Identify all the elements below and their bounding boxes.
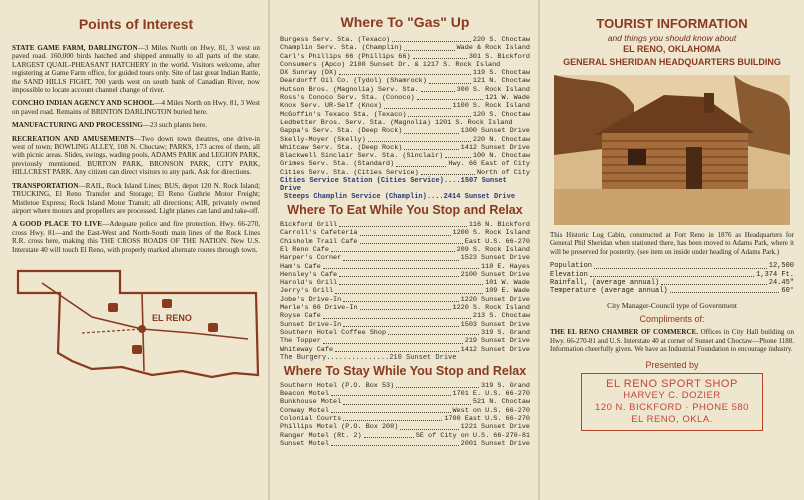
gas-station-item [280, 86, 530, 94]
restaurant-item [280, 246, 530, 254]
restaurant-item-address: 319 S. Grand [481, 328, 530, 337]
lodging-item-address: 1701 E. U.S. 66-270 [452, 390, 530, 399]
poi-title: RECREATION AND AMUSEMENTS [12, 134, 134, 143]
lodging-item [280, 432, 530, 440]
gas-station-item-address: 220 S. Choctaw [472, 36, 530, 44]
gas-station-item-name: Skelly-Moyer (Skelly) [280, 135, 366, 144]
dot-leader [331, 440, 459, 446]
oklahoma-map [12, 263, 262, 383]
gas-list [280, 36, 530, 177]
restaurant-item-name: Whiteway Cafe [280, 345, 334, 354]
poi-text: —RAIL, Rock Island Lines; BUS, depot 120 N. Rock Island; TRUCKING, El Reno Transfer and Storage; El Reno Guthrie Motor Freight; Mistletoe Express; Rock Island Motor Transit; all directions; AIR, privately owned airport where motors and propellers are processed. Light planes can land and take-off. [12, 181, 260, 215]
lodging-item [280, 415, 530, 423]
restaurant-item-name: Bickford Grill [280, 221, 338, 230]
poi-text: —Adequate police and fire protection. Hwy. 66-270, cross Hwy. 81—and the East-West and North-South main lines of the Rock Lines R.R. cross here, making this THE CROSS ROADS OF THE NATION. New U.S. Interstate 40 will touch El Reno, with properly marked alternate routes through town. [12, 220, 260, 254]
stat-item [550, 279, 794, 287]
presented-by-label: Presented by [645, 359, 699, 370]
gas-station-item-address: 1300 Sunset Drive [460, 127, 530, 136]
stat-name: Population [550, 262, 593, 271]
restaurant-item [280, 271, 530, 279]
gas-station-item [280, 160, 530, 168]
restaurant-item-address: 2100 Sunset Drive [460, 270, 530, 279]
gas-station-item [280, 44, 530, 52]
stat-value: 1,374 Ft. [756, 270, 794, 279]
restaurant-item [280, 304, 530, 312]
lodging-item [280, 382, 530, 390]
restaurant-item-name: The Topper [280, 337, 321, 346]
gas-station-item [280, 152, 530, 160]
poi-title: TRANSPORTATION [12, 181, 79, 190]
lodging-item-name: Conway Motel [280, 406, 329, 415]
gas-station-item-name: Whitcaw Serv. Sta. (Deep Rock) [280, 143, 403, 152]
poi-paragraph [12, 182, 260, 216]
points-of-interest-heading: Points of Interest [78, 16, 194, 32]
dot-leader [343, 254, 458, 260]
restaurant-item [280, 329, 530, 337]
gas-station-item [280, 61, 530, 69]
poi-list [12, 44, 260, 254]
dot-leader [339, 221, 467, 227]
gas-station-item [280, 127, 530, 135]
dot-leader [594, 262, 767, 268]
poi-title: A GOOD PLACE TO LIVE [12, 220, 103, 229]
lodging-item-name: Phillips Motel (P.O. Box 208) [280, 423, 399, 432]
poi-text: —3 Miles North on Hwy. 81, 3 west on paved road. 160,000 birds hatched and shipped annually to all parts of the state. LARGEST QUAIL-PHEASANT HATCHERY in the world. Visitors welcome, after registering at Game Farm office, for guided tours only. Site of last great Indian Battle, the SAND HILLS FIGHT, 700 yards west on south bank of Canadian River, now impossible to locate account channel change of river. [12, 44, 260, 95]
gas-station-item [280, 69, 530, 77]
dot-leader [339, 69, 471, 75]
shop-owner: HARVEY C. DOZIER [623, 389, 721, 401]
restaurant-item-address: East U.S. 66-270 [464, 237, 530, 246]
compliments-label: Compliments of: [639, 314, 705, 325]
restaurant-item [280, 263, 530, 271]
chamber-info [550, 328, 794, 353]
restaurant-item-address: 1200 S. Rock Island [452, 229, 530, 238]
lodging-item-address: 521 N. Choctaw [472, 398, 530, 407]
dot-leader [360, 238, 463, 244]
lodging-item-address: West on U.S. 66-270 [452, 406, 530, 415]
dot-leader [343, 321, 458, 327]
lodging-item-name: Sunset Motel [280, 439, 329, 448]
gas-station-item-name: Champlin Serv. Sta. (Champlin) [280, 44, 403, 53]
shop-city: EL RENO, OKLA. [631, 413, 713, 425]
highway-shield-icon [132, 345, 142, 354]
eat-stamp: The Burgery...............210 Sunset Drive [280, 353, 457, 362]
dot-leader [404, 44, 454, 50]
gas-station-item-name: Blackwell Sinclair Serv. Sta. (Sinclair) [280, 152, 444, 161]
log-cabin-photo [554, 75, 790, 225]
map-city-label: EL RENO [152, 312, 192, 323]
gas-stamp-2: Steeps Champlin Service (Champlin)....2414 Sunset Drive [284, 193, 516, 202]
gas-station-item [280, 169, 530, 177]
gas-station-item [280, 36, 530, 44]
cabin-door [686, 147, 702, 189]
gas-station-item-name: Cities Serv. Sta. (Cities Service) [280, 168, 419, 177]
highway-shield-icon [208, 323, 218, 332]
cabin-window [628, 149, 646, 165]
gas-station-item [280, 119, 530, 127]
restaurant-item-address: 1523 Sunset Drive [460, 254, 530, 263]
government-type: City Manager-Council type of Government [607, 301, 737, 311]
dot-leader [396, 382, 479, 388]
restaurant-item [280, 296, 530, 304]
gas-station-item [280, 102, 530, 110]
dot-leader [323, 263, 479, 269]
dot-leader [331, 407, 451, 413]
dot-leader [360, 229, 451, 235]
gas-station-item-name: Burgess Serv. Sta. (Texaco) [280, 36, 391, 44]
restaurant-item [280, 337, 530, 345]
dot-leader [396, 160, 446, 166]
dot-leader [331, 390, 451, 396]
tourist-info-panel [540, 0, 804, 500]
stay-list [280, 382, 530, 448]
restaurant-item-address: 118 E. Hayes [481, 262, 530, 271]
dot-leader [408, 111, 470, 117]
shop-address: 120 N. BICKFORD · PHONE 580 [595, 401, 749, 413]
tourist-subtitle: and things you should know about [607, 33, 737, 43]
dot-leader [331, 246, 455, 252]
gas-station-item-address: 300 S. Rock Island [456, 85, 530, 94]
gas-station-item [280, 136, 530, 144]
restaurant-item-name: Sunset Drive-In [280, 320, 342, 329]
gas-station-item [280, 94, 530, 102]
lodging-item-address: 1221 Sunset Drive [460, 423, 530, 432]
building-title: GENERAL SHERIDAN HEADQUARTERS BUILDING [563, 57, 781, 67]
restaurant-item [280, 312, 530, 320]
dot-leader [339, 279, 483, 285]
poi-paragraph [12, 135, 260, 177]
poi-paragraph [12, 99, 260, 116]
restaurant-item-name: Chisholm Trail Cafe [280, 237, 358, 246]
sport-shop-stamp [581, 373, 763, 431]
lodging-item [280, 440, 530, 448]
dot-leader [364, 432, 414, 438]
gas-station-item-address: 220 N. Choctaw [472, 135, 530, 144]
eat-list [280, 221, 530, 354]
poi-title: CONCHO INDIAN AGENCY AND SCHOOL [12, 99, 155, 108]
restaurant-item [280, 321, 530, 329]
el-reno-dot [138, 325, 146, 333]
gas-station-item-name: DX Sunray (DX) [280, 69, 338, 78]
dot-leader [413, 53, 467, 59]
tourist-title: TOURIST INFORMATION [596, 16, 748, 31]
lodging-item [280, 423, 530, 431]
lodging-item-name: Colonial Courts [280, 414, 342, 423]
gas-station-item-address: Hwy. 66 East of City [448, 160, 530, 169]
poi-text: —23 such plants here. [142, 121, 208, 130]
cabin-chimney [704, 93, 714, 113]
lodging-item-name: Southern Hotel (P.O. Box 53) [280, 381, 395, 390]
gas-station-item-address: 1412 Sunset Drive [460, 143, 530, 152]
gas-station-item [280, 53, 530, 61]
dot-leader [339, 271, 459, 277]
lodging-item-name: Bunkhouse Motel [280, 398, 342, 407]
lodging-item-address: 1700 East U.S. 66-270 [444, 414, 530, 423]
poi-paragraph [12, 44, 260, 94]
dot-leader [417, 94, 484, 100]
chamber-text: Offices in City Hall building on Hwy. 66-270-81 and U.S. Interstate 40 at corner of Sunset and Choctaw—Phone 1188. Information cheerfully given. We have an Industrial Foundation to encourage industry. [550, 328, 794, 354]
stat-value: 60° [781, 287, 794, 296]
restaurant-item-name: Jobe's Drive-In [280, 295, 342, 304]
dot-leader [343, 415, 442, 421]
gas-station-item-name: Hutson Bros. (Magnolia) Serv. Sta. [280, 85, 419, 94]
gas-station-item-address: 100 N. Choctaw [472, 152, 530, 161]
stat-name: Elevation [550, 270, 588, 279]
gas-station-item [280, 77, 530, 85]
restaurant-item [280, 221, 530, 229]
dot-leader [445, 152, 471, 158]
restaurant-item-address: 1412 Sunset Drive [460, 345, 530, 354]
dot-leader [421, 169, 475, 175]
poi-text: —4 Miles North on Hwy. 81, 3 West on paved road. Remains of BRINTON DARLINGTON buried here. [12, 99, 260, 116]
dot-leader [421, 86, 455, 92]
lodging-item-address: SE of City on U.S. 66-270-81 [415, 431, 530, 440]
stay-heading: Where To Stay While You Stop and Relax [283, 363, 527, 378]
gas-station-item-name: Grimes Serv. Sta. (Standard) [280, 160, 395, 169]
lodging-item-name: Ranger Motel (Rt. 2) [280, 431, 362, 440]
poi-paragraph [12, 121, 260, 129]
chamber-title: THE EL RENO CHAMBER OF COMMERCE. [550, 328, 698, 337]
city-stats [550, 262, 794, 295]
dot-leader [368, 136, 471, 142]
poi-title: STATE GAME FARM, DARLINGTON [12, 44, 138, 52]
restaurant-item-address: 1503 Sunset Drive [460, 320, 530, 329]
highway-shield-icon [108, 303, 118, 312]
gas-station-item-name: Gappa's Serv. Sta. (Deep Rock) [280, 127, 403, 136]
restaurant-item-name: Jerry's Grill [280, 287, 334, 296]
dot-leader [670, 287, 780, 293]
poi-paragraph [12, 220, 260, 254]
dot-leader [323, 337, 463, 343]
shop-name: EL RENO SPORT SHOP [606, 377, 738, 390]
restaurant-item [280, 254, 530, 262]
stat-value: 12,500 [768, 262, 794, 271]
gas-station-item-address: 121 W. Wade [485, 94, 530, 103]
restaurant-item [280, 287, 530, 295]
gas-station-item [280, 111, 530, 119]
restaurant-item [280, 279, 530, 287]
lodging-item-address: 319 S. Grand [481, 381, 530, 390]
dot-leader [335, 346, 459, 352]
gas-station-item-name: Consumers (Apco) 2100 Sunset Dr. & 1217 S. Rock Island [280, 60, 501, 69]
stat-name: Rainfall, (average annual) [550, 278, 660, 287]
dot-leader [343, 296, 458, 302]
gas-heading: Where To "Gas" Up [340, 14, 470, 30]
dot-leader [661, 279, 767, 285]
gas-station-item-address: 119 S. Choctaw [472, 69, 530, 78]
gas-station-item-name: Deardorff Oil Co. (Tydol) (Shamrock) [280, 77, 427, 86]
restaurant-item-name: Hensley's Cafe [280, 270, 338, 279]
dot-leader [384, 102, 451, 108]
gas-station-item-name: McGoffin's Texaco Sta. (Texaco) [280, 110, 407, 119]
restaurant-item-address: 1220 S. Rock Island [452, 304, 530, 313]
restaurant-item-name: Carroll's Cafeteria [280, 229, 358, 238]
lodging-item [280, 398, 530, 406]
restaurant-item-name: Royse Cafe [280, 312, 321, 321]
restaurant-item-address: 209 S. Rock Island [456, 245, 530, 254]
dot-leader [590, 271, 754, 277]
dot-leader [404, 144, 458, 150]
cabin-caption: This Historic Log Cabin, constructed at Fort Reno in 1876 as Headquarters for General Phil Sheridan when stationed there, has been moved to Adams Park, where it will be preserved for posterity. (see item on inside under heading of Adams Park.) [550, 231, 794, 256]
oklahoma-outline [18, 271, 258, 377]
gas-station-item-address: 301 S. Bickford [468, 52, 530, 61]
city-name: EL RENO, OKLAHOMA [623, 44, 721, 54]
restaurant-item-name: Harold's Grill [280, 279, 338, 288]
stat-item [550, 287, 794, 295]
stat-name: Temperature (average annual) [550, 287, 668, 296]
restaurant-item-address: 1220 Sunset Drive [460, 295, 530, 304]
restaurant-item [280, 229, 530, 237]
stat-item [550, 262, 794, 270]
gas-station-item-name: Ledbetter Bros. Serv. Sta. (Magnolia) 1201 S. Rock Island [280, 118, 513, 127]
dot-leader [335, 287, 483, 293]
restaurant-item-name: Harper's Corner [280, 254, 342, 263]
lodging-item-address: 2001 Sunset Drive [460, 439, 530, 448]
dot-leader [388, 329, 479, 335]
restaurant-item-name: Southern Hotel Coffee Shop [280, 328, 387, 337]
gas-station-item-address: 1100 S. Rock Island [452, 102, 530, 111]
gas-station-item-address: Wade & Rock Island [456, 44, 530, 53]
restaurant-item [280, 346, 530, 354]
restaurant-item-address: 109 E. Wade [485, 287, 530, 296]
interstate-40-route [82, 329, 142, 333]
stat-item [550, 271, 794, 279]
dot-leader [404, 127, 458, 133]
dot-leader [360, 304, 451, 310]
poi-text: —Two down town theatres, one drive-in west of town; BOWLING ALLEY, 108 N. Choctaw; PARKS, 173 acres of them, all with picnic areas. Slides, swings, wading pools, ADAMS PARK and LEGION PARK, previously mentioned. BURTON PARK, BRONSON PARK, CITY PARK, HILLCREST PARK. Any citizen can direct visitors to any park. Ask for directions. [12, 134, 260, 177]
directory-panel [270, 0, 538, 500]
gas-station-item-address: North of City [476, 168, 530, 177]
lodging-item-name: Beacon Motel [280, 390, 329, 399]
stat-value: 24.45" [768, 278, 794, 287]
gas-station-item [280, 144, 530, 152]
restaurant-item [280, 238, 530, 246]
lodging-item [280, 407, 530, 415]
restaurant-item-address: 213 S. Choctaw [472, 312, 530, 321]
eat-heading: Where To Eat While You Stop and Relax [287, 203, 523, 218]
gas-station-item-name: Knox Serv. UR-Self (Knox) [280, 102, 382, 111]
lodging-item [280, 390, 530, 398]
restaurant-item-name: El Reno Cafe [280, 245, 329, 254]
gas-station-item-address: 120 S. Choctaw [472, 110, 530, 119]
dot-leader [323, 312, 471, 318]
dot-leader [400, 423, 458, 429]
points-of-interest-panel [0, 0, 268, 500]
dot-leader [392, 36, 471, 42]
dot-leader [429, 77, 471, 83]
highway-shield-icon [162, 299, 172, 308]
restaurant-item-name: Merle's 66 Drive-In [280, 304, 358, 313]
restaurant-item-address: 219 Sunset Drive [464, 337, 530, 346]
dot-leader [343, 398, 471, 404]
gas-station-item-name: Ross's Conoco Serv. Sta. (Conoco) [280, 94, 415, 103]
restaurant-item-address: 116 N. Bickford [468, 221, 530, 230]
gas-station-item-address: 121 N. Choctaw [472, 77, 530, 86]
gas-station-item-name: Carl's Phillips 66 (Phillips 66) [280, 52, 411, 61]
restaurant-item-address: 101 W. Wade [485, 279, 530, 288]
restaurant-item-name: Ham's Cafe [280, 262, 321, 271]
poi-title: MANUFACTURING AND PROCESSING [12, 121, 143, 130]
gas-stamp-1: Cities Service Station (Cities Service)....1507 Sunset Drive [280, 177, 507, 194]
